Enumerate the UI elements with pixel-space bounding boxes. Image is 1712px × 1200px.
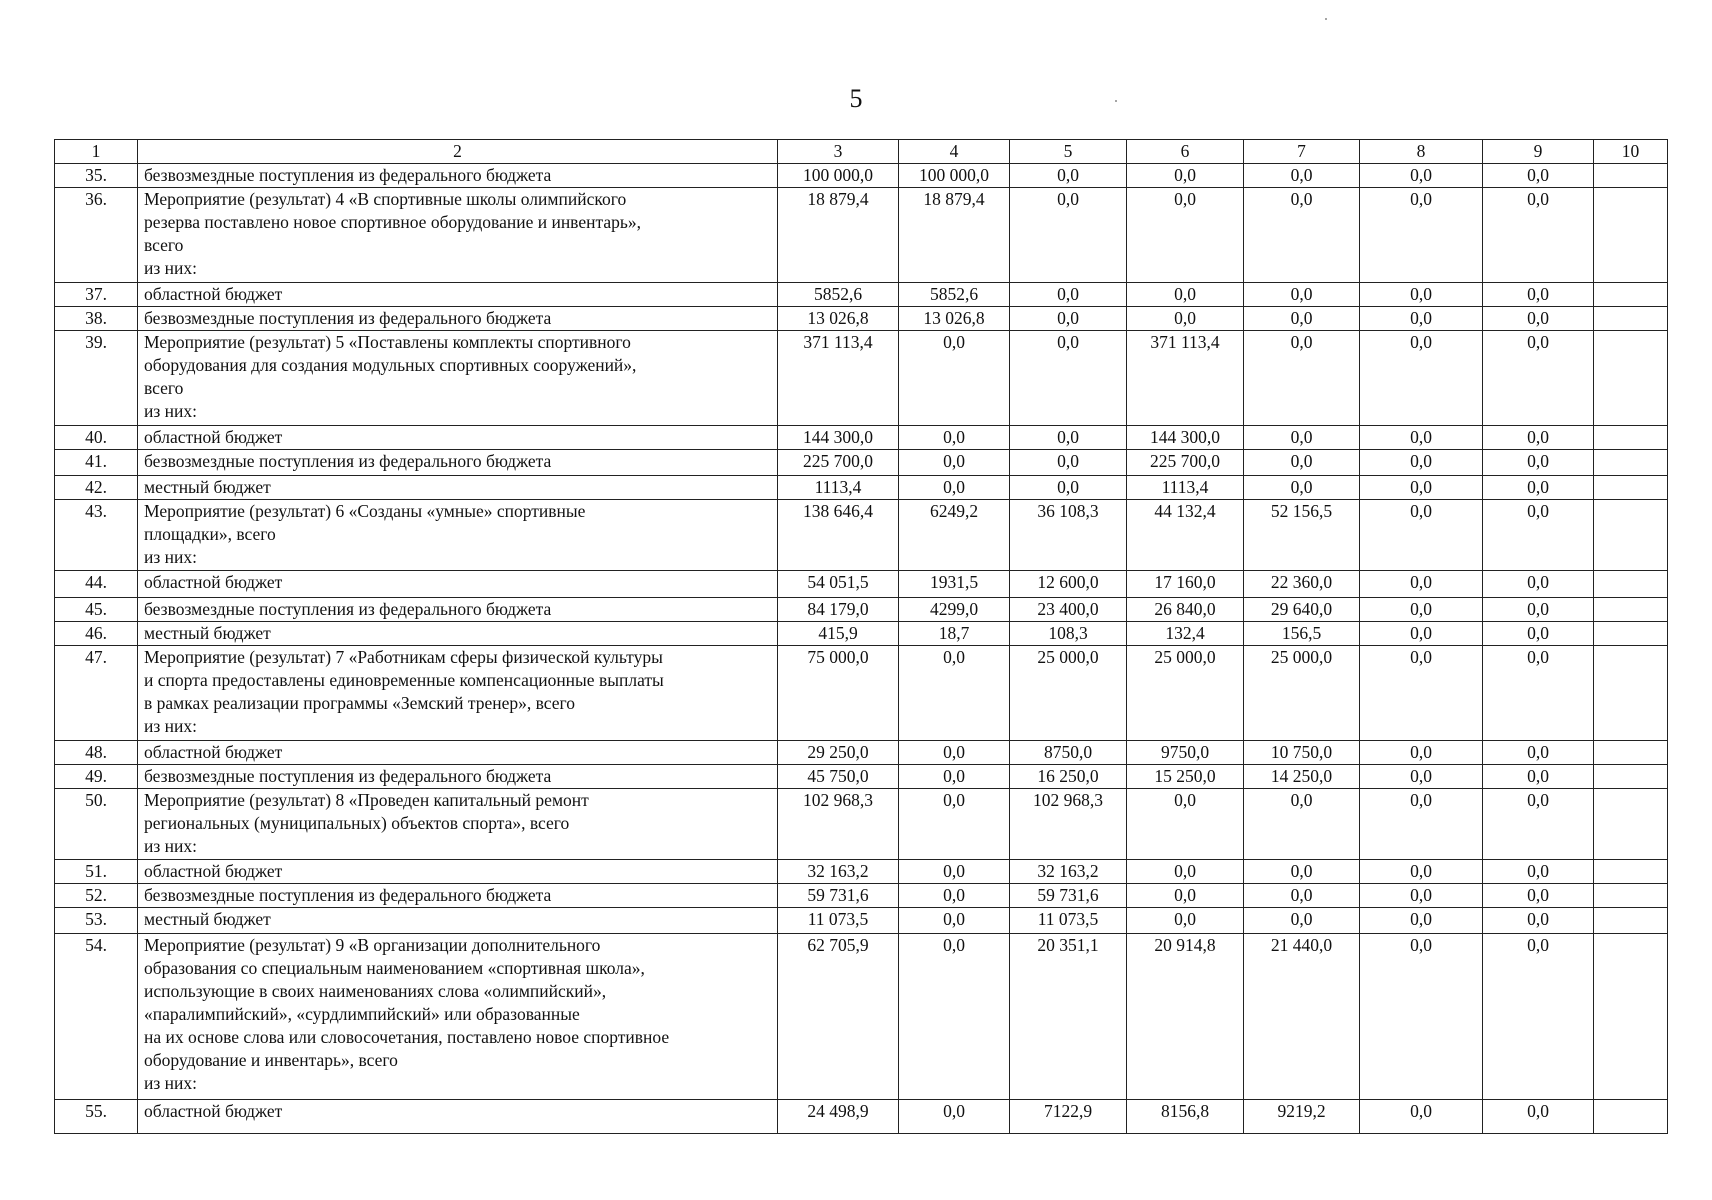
table-row <box>55 331 1668 426</box>
table-row <box>55 598 1668 622</box>
value-cell-col9: 0,0 <box>1483 164 1594 188</box>
value-cell-col10 <box>1594 331 1668 426</box>
value-cell-col5: 0,0 <box>1010 426 1127 450</box>
table-row <box>55 860 1668 884</box>
table-row <box>55 934 1668 1100</box>
table-row <box>55 450 1668 476</box>
value-cell-col5: 20 351,1 <box>1010 934 1127 1100</box>
value-cell-col10 <box>1594 598 1668 622</box>
value-cell-col4: 0,0 <box>899 1100 1010 1134</box>
value-cell-col6: 0,0 <box>1127 283 1244 307</box>
table-row <box>55 908 1668 934</box>
value-cell-col3: 100 000,0 <box>778 164 899 188</box>
value-cell-col7: 0,0 <box>1244 450 1360 476</box>
row-number: 55. <box>55 1100 138 1134</box>
column-header: 8 <box>1360 140 1483 164</box>
value-cell-col3: 1113,4 <box>778 476 899 500</box>
value-cell-col6: 144 300,0 <box>1127 426 1244 450</box>
column-header: 6 <box>1127 140 1244 164</box>
value-cell-col9: 0,0 <box>1483 884 1594 908</box>
table-row <box>55 426 1668 450</box>
row-number: 36. <box>55 188 138 283</box>
value-cell-col10 <box>1594 646 1668 741</box>
value-cell-col10 <box>1594 426 1668 450</box>
value-cell-col8: 0,0 <box>1360 1100 1483 1134</box>
value-cell-col4: 0,0 <box>899 741 1010 765</box>
value-cell-col9: 0,0 <box>1483 307 1594 331</box>
value-cell-col7: 21 440,0 <box>1244 934 1360 1100</box>
value-cell-col3: 84 179,0 <box>778 598 899 622</box>
table-row <box>55 476 1668 500</box>
value-cell-col10 <box>1594 934 1668 1100</box>
row-number: 47. <box>55 646 138 741</box>
row-number: 53. <box>55 908 138 934</box>
value-cell-col5: 59 731,6 <box>1010 884 1127 908</box>
value-cell-col10 <box>1594 571 1668 598</box>
value-cell-col3: 54 051,5 <box>778 571 899 598</box>
column-header: 5 <box>1010 140 1127 164</box>
value-cell-col9: 0,0 <box>1483 331 1594 426</box>
value-cell-col9: 0,0 <box>1483 765 1594 789</box>
value-cell-col5: 12 600,0 <box>1010 571 1127 598</box>
table-row <box>55 571 1668 598</box>
value-cell-col9: 0,0 <box>1483 1100 1594 1134</box>
column-header: 9 <box>1483 140 1594 164</box>
value-cell-col8: 0,0 <box>1360 765 1483 789</box>
value-cell-col3: 45 750,0 <box>778 765 899 789</box>
value-cell-col8: 0,0 <box>1360 934 1483 1100</box>
column-header: 4 <box>899 140 1010 164</box>
value-cell-col7: 0,0 <box>1244 860 1360 884</box>
row-description: областной бюджет <box>138 426 778 450</box>
value-cell-col7: 0,0 <box>1244 908 1360 934</box>
value-cell-col9: 0,0 <box>1483 500 1594 571</box>
value-cell-col5: 16 250,0 <box>1010 765 1127 789</box>
value-cell-col9: 0,0 <box>1483 646 1594 741</box>
value-cell-col10 <box>1594 307 1668 331</box>
value-cell-col5: 11 073,5 <box>1010 908 1127 934</box>
value-cell-col4: 6249,2 <box>899 500 1010 571</box>
value-cell-col5: 0,0 <box>1010 164 1127 188</box>
value-cell-col4: 100 000,0 <box>899 164 1010 188</box>
value-cell-col6: 225 700,0 <box>1127 450 1244 476</box>
value-cell-col8: 0,0 <box>1360 741 1483 765</box>
value-cell-col3: 102 968,3 <box>778 789 899 860</box>
row-description: Мероприятие (результат) 4 «В спортивные школы олимпийского резерва поставлено новое спортивное оборудование и инвентарь», всего из них: <box>138 188 778 283</box>
value-cell-col7: 25 000,0 <box>1244 646 1360 741</box>
row-number: 52. <box>55 884 138 908</box>
row-number: 42. <box>55 476 138 500</box>
value-cell-col7: 0,0 <box>1244 884 1360 908</box>
value-cell-col8: 0,0 <box>1360 500 1483 571</box>
value-cell-col3: 29 250,0 <box>778 741 899 765</box>
column-header: 10 <box>1594 140 1668 164</box>
value-cell-col4: 0,0 <box>899 789 1010 860</box>
value-cell-col4: 1931,5 <box>899 571 1010 598</box>
row-description: Мероприятие (результат) 6 «Созданы «умные» спортивные площадки», всего из них: <box>138 500 778 571</box>
value-cell-col5: 32 163,2 <box>1010 860 1127 884</box>
row-number: 54. <box>55 934 138 1100</box>
value-cell-col6: 8156,8 <box>1127 1100 1244 1134</box>
value-cell-col9: 0,0 <box>1483 789 1594 860</box>
row-number: 41. <box>55 450 138 476</box>
value-cell-col10 <box>1594 1100 1668 1134</box>
value-cell-col3: 371 113,4 <box>778 331 899 426</box>
row-number: 46. <box>55 622 138 646</box>
value-cell-col6: 0,0 <box>1127 164 1244 188</box>
row-description: областной бюджет <box>138 571 778 598</box>
value-cell-col9: 0,0 <box>1483 622 1594 646</box>
column-header: 3 <box>778 140 899 164</box>
value-cell-col8: 0,0 <box>1360 646 1483 741</box>
value-cell-col6: 9750,0 <box>1127 741 1244 765</box>
row-description: Мероприятие (результат) 7 «Работникам сферы физической культуры и спорта предоставлены единовременные компенсационные выплаты в рамках реализации программы «Земский тренер», всего из них: <box>138 646 778 741</box>
value-cell-col8: 0,0 <box>1360 571 1483 598</box>
column-header: 2 <box>138 140 778 164</box>
value-cell-col4: 0,0 <box>899 331 1010 426</box>
value-cell-col3: 5852,6 <box>778 283 899 307</box>
value-cell-col6: 0,0 <box>1127 307 1244 331</box>
value-cell-col5: 0,0 <box>1010 188 1127 283</box>
value-cell-col3: 415,9 <box>778 622 899 646</box>
row-number: 40. <box>55 426 138 450</box>
value-cell-col8: 0,0 <box>1360 884 1483 908</box>
row-description: безвозмездные поступления из федерального бюджета <box>138 450 778 476</box>
row-number: 48. <box>55 741 138 765</box>
row-description: местный бюджет <box>138 622 778 646</box>
value-cell-col6: 0,0 <box>1127 789 1244 860</box>
row-number: 38. <box>55 307 138 331</box>
value-cell-col8: 0,0 <box>1360 188 1483 283</box>
row-number: 45. <box>55 598 138 622</box>
value-cell-col4: 0,0 <box>899 646 1010 741</box>
value-cell-col7: 9219,2 <box>1244 1100 1360 1134</box>
value-cell-col9: 0,0 <box>1483 741 1594 765</box>
value-cell-col4: 0,0 <box>899 908 1010 934</box>
value-cell-col5: 0,0 <box>1010 331 1127 426</box>
value-cell-col6: 17 160,0 <box>1127 571 1244 598</box>
value-cell-col9: 0,0 <box>1483 860 1594 884</box>
value-cell-col10 <box>1594 860 1668 884</box>
value-cell-col5: 8750,0 <box>1010 741 1127 765</box>
row-description: областной бюджет <box>138 283 778 307</box>
table-row <box>55 283 1668 307</box>
value-cell-col3: 75 000,0 <box>778 646 899 741</box>
value-cell-col8: 0,0 <box>1360 860 1483 884</box>
value-cell-col4: 0,0 <box>899 765 1010 789</box>
row-number: 44. <box>55 571 138 598</box>
value-cell-col6: 20 914,8 <box>1127 934 1244 1100</box>
scan-speck <box>1325 18 1327 20</box>
table-row <box>55 765 1668 789</box>
row-description: областной бюджет <box>138 741 778 765</box>
value-cell-col3: 144 300,0 <box>778 426 899 450</box>
value-cell-col3: 32 163,2 <box>778 860 899 884</box>
row-description: Мероприятие (результат) 5 «Поставлены комплекты спортивного оборудования для создания модульных спортивных сооружений», всего из них: <box>138 331 778 426</box>
value-cell-col8: 0,0 <box>1360 789 1483 860</box>
table-row <box>55 307 1668 331</box>
row-number: 49. <box>55 765 138 789</box>
value-cell-col10 <box>1594 765 1668 789</box>
table-header-row <box>55 140 1668 164</box>
value-cell-col4: 0,0 <box>899 860 1010 884</box>
value-cell-col8: 0,0 <box>1360 598 1483 622</box>
value-cell-col6: 0,0 <box>1127 860 1244 884</box>
value-cell-col10 <box>1594 500 1668 571</box>
value-cell-col5: 23 400,0 <box>1010 598 1127 622</box>
value-cell-col5: 0,0 <box>1010 450 1127 476</box>
value-cell-col7: 0,0 <box>1244 307 1360 331</box>
row-description: безвозмездные поступления из федерального бюджета <box>138 765 778 789</box>
value-cell-col5: 36 108,3 <box>1010 500 1127 571</box>
value-cell-col6: 0,0 <box>1127 884 1244 908</box>
value-cell-col7: 0,0 <box>1244 188 1360 283</box>
row-description: Мероприятие (результат) 9 «В организации дополнительного образования со специальным наименованием «спортивная школа», использующие в своих наименованиях слова «олимпийский», «паралимпийский», «сурдлимпийский» или образованные на их основе слова или словосочетания, поставлено новое спортивное оборудование и инвентарь», всего из них: <box>138 934 778 1100</box>
value-cell-col5: 7122,9 <box>1010 1100 1127 1134</box>
value-cell-col5: 0,0 <box>1010 476 1127 500</box>
value-cell-col7: 0,0 <box>1244 164 1360 188</box>
value-cell-col8: 0,0 <box>1360 331 1483 426</box>
value-cell-col8: 0,0 <box>1360 283 1483 307</box>
value-cell-col7: 22 360,0 <box>1244 571 1360 598</box>
value-cell-col7: 0,0 <box>1244 283 1360 307</box>
value-cell-col6: 0,0 <box>1127 188 1244 283</box>
value-cell-col6: 1113,4 <box>1127 476 1244 500</box>
value-cell-col6: 44 132,4 <box>1127 500 1244 571</box>
value-cell-col7: 0,0 <box>1244 476 1360 500</box>
row-description: Мероприятие (результат) 8 «Проведен капитальный ремонт региональных (муниципальных) объектов спорта», всего из них: <box>138 789 778 860</box>
row-number: 39. <box>55 331 138 426</box>
value-cell-col8: 0,0 <box>1360 622 1483 646</box>
row-number: 35. <box>55 164 138 188</box>
value-cell-col4: 13 026,8 <box>899 307 1010 331</box>
value-cell-col8: 0,0 <box>1360 164 1483 188</box>
scan-speck <box>1115 100 1117 102</box>
value-cell-col8: 0,0 <box>1360 476 1483 500</box>
value-cell-col4: 18 879,4 <box>899 188 1010 283</box>
row-number: 43. <box>55 500 138 571</box>
value-cell-col9: 0,0 <box>1483 908 1594 934</box>
row-description: местный бюджет <box>138 908 778 934</box>
row-number: 50. <box>55 789 138 860</box>
value-cell-col9: 0,0 <box>1483 426 1594 450</box>
value-cell-col3: 59 731,6 <box>778 884 899 908</box>
row-description: областной бюджет <box>138 860 778 884</box>
value-cell-col4: 0,0 <box>899 934 1010 1100</box>
row-description: безвозмездные поступления из федерального бюджета <box>138 164 778 188</box>
value-cell-col10 <box>1594 741 1668 765</box>
table-row <box>55 789 1668 860</box>
value-cell-col3: 62 705,9 <box>778 934 899 1100</box>
value-cell-col10 <box>1594 164 1668 188</box>
value-cell-col10 <box>1594 622 1668 646</box>
value-cell-col9: 0,0 <box>1483 476 1594 500</box>
value-cell-col7: 29 640,0 <box>1244 598 1360 622</box>
value-cell-col3: 138 646,4 <box>778 500 899 571</box>
value-cell-col7: 14 250,0 <box>1244 765 1360 789</box>
table-row <box>55 164 1668 188</box>
value-cell-col4: 5852,6 <box>899 283 1010 307</box>
value-cell-col10 <box>1594 884 1668 908</box>
value-cell-col5: 25 000,0 <box>1010 646 1127 741</box>
page-number: 5 <box>849 84 863 113</box>
value-cell-col7: 0,0 <box>1244 331 1360 426</box>
row-number: 37. <box>55 283 138 307</box>
value-cell-col10 <box>1594 450 1668 476</box>
value-cell-col6: 26 840,0 <box>1127 598 1244 622</box>
value-cell-col6: 132,4 <box>1127 622 1244 646</box>
table-row <box>55 1100 1668 1134</box>
table-row <box>55 884 1668 908</box>
value-cell-col7: 10 750,0 <box>1244 741 1360 765</box>
value-cell-col9: 0,0 <box>1483 450 1594 476</box>
column-header: 7 <box>1244 140 1360 164</box>
budget-table <box>54 139 1668 1134</box>
value-cell-col9: 0,0 <box>1483 188 1594 283</box>
column-header: 1 <box>55 140 138 164</box>
value-cell-col5: 102 968,3 <box>1010 789 1127 860</box>
value-cell-col9: 0,0 <box>1483 283 1594 307</box>
table-row <box>55 500 1668 571</box>
value-cell-col4: 0,0 <box>899 884 1010 908</box>
value-cell-col9: 0,0 <box>1483 571 1594 598</box>
value-cell-col3: 24 498,9 <box>778 1100 899 1134</box>
value-cell-col7: 0,0 <box>1244 789 1360 860</box>
table-row <box>55 741 1668 765</box>
value-cell-col5: 108,3 <box>1010 622 1127 646</box>
value-cell-col4: 18,7 <box>899 622 1010 646</box>
value-cell-col7: 156,5 <box>1244 622 1360 646</box>
value-cell-col10 <box>1594 188 1668 283</box>
row-description: безвозмездные поступления из федерального бюджета <box>138 598 778 622</box>
value-cell-col5: 0,0 <box>1010 283 1127 307</box>
value-cell-col4: 0,0 <box>899 450 1010 476</box>
value-cell-col10 <box>1594 908 1668 934</box>
value-cell-col7: 0,0 <box>1244 426 1360 450</box>
row-number: 51. <box>55 860 138 884</box>
value-cell-col10 <box>1594 789 1668 860</box>
value-cell-col3: 11 073,5 <box>778 908 899 934</box>
value-cell-col6: 25 000,0 <box>1127 646 1244 741</box>
value-cell-col6: 15 250,0 <box>1127 765 1244 789</box>
value-cell-col10 <box>1594 476 1668 500</box>
value-cell-col4: 4299,0 <box>899 598 1010 622</box>
value-cell-col3: 225 700,0 <box>778 450 899 476</box>
value-cell-col8: 0,0 <box>1360 426 1483 450</box>
table-row <box>55 646 1668 741</box>
value-cell-col3: 13 026,8 <box>778 307 899 331</box>
value-cell-col6: 371 113,4 <box>1127 331 1244 426</box>
value-cell-col7: 52 156,5 <box>1244 500 1360 571</box>
table-row <box>55 622 1668 646</box>
value-cell-col9: 0,0 <box>1483 598 1594 622</box>
value-cell-col5: 0,0 <box>1010 307 1127 331</box>
row-description: безвозмездные поступления из федерального бюджета <box>138 884 778 908</box>
value-cell-col3: 18 879,4 <box>778 188 899 283</box>
value-cell-col8: 0,0 <box>1360 450 1483 476</box>
value-cell-col8: 0,0 <box>1360 908 1483 934</box>
table-row <box>55 188 1668 283</box>
value-cell-col10 <box>1594 283 1668 307</box>
value-cell-col6: 0,0 <box>1127 908 1244 934</box>
row-description: областной бюджет <box>138 1100 778 1134</box>
value-cell-col9: 0,0 <box>1483 934 1594 1100</box>
row-description: безвозмездные поступления из федерального бюджета <box>138 307 778 331</box>
value-cell-col4: 0,0 <box>899 426 1010 450</box>
row-description: местный бюджет <box>138 476 778 500</box>
value-cell-col4: 0,0 <box>899 476 1010 500</box>
value-cell-col8: 0,0 <box>1360 307 1483 331</box>
